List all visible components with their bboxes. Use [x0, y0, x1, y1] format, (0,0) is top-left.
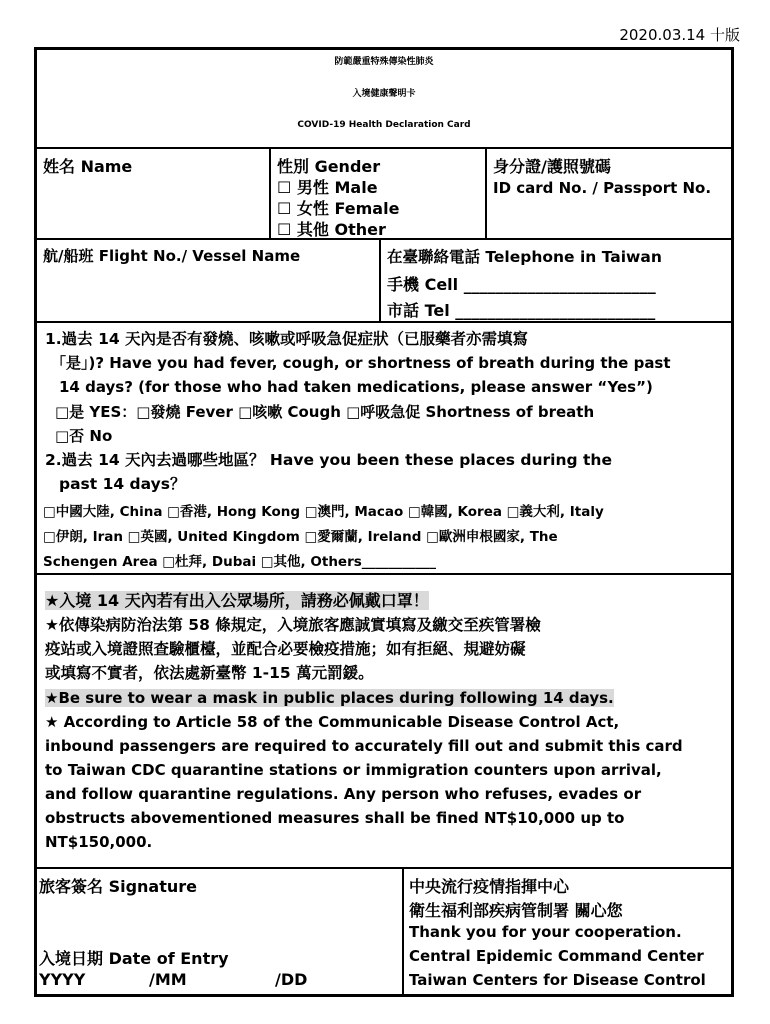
signature-field-label: 旅客簽名 Signature [39, 877, 198, 896]
org-name-zh-1: 中央流行疫情指揮中心 [409, 877, 570, 896]
question-2-places-line1[interactable]: □中國大陸, China □香港, Hong Kong □澳門, Macao □韓國, Korea □義大利, Italy [43, 504, 604, 520]
entry-date-field-label: 入境日期 Date of Entry [39, 949, 229, 968]
question-1-yes-options[interactable]: □是 YES：□發燒 Fever □咳嗽 Cough □呼吸急促 Shortness of breath [55, 403, 595, 421]
question-1-line3: 14 days? (for those who had taken medications, please answer “Yes”) [59, 378, 653, 396]
name-field-label: 姓名 Name [43, 157, 133, 176]
divider [379, 238, 381, 323]
divider [269, 147, 271, 240]
divider [485, 147, 487, 240]
gender-option-male[interactable]: ☐ 男性 Male [277, 178, 378, 197]
mask-notice-zh: ★入境 14 天內若有出入公眾場所，請務必佩戴口罩！ [45, 591, 429, 610]
title-english: COVID-19 Health Declaration Card [297, 120, 471, 130]
law-notice-zh-line3: 或填寫不實者，依法處新臺幣 1-15 萬元罰鍰。 [45, 664, 374, 682]
health-declaration-card [34, 47, 734, 997]
entry-date-mm[interactable]: /MM [149, 970, 187, 989]
law-notice-zh-line1: ★依傳染病防治法第 58 條規定，入境旅客應誠實填寫及繳交至疾管署檢 [45, 616, 541, 634]
title-chinese-line2: 入境健康聲明卡 [352, 89, 416, 99]
question-1-line1: 1.過去 14 天內是否有發燒、咳嗽或呼吸急促症狀（已服藥者亦需填寫 [45, 330, 529, 348]
tel-field[interactable]: 市話 Tel _________________________ [387, 301, 656, 320]
thanks-text: Thank you for your cooperation. [409, 923, 682, 941]
divider [37, 867, 731, 869]
divider [402, 867, 404, 997]
mask-notice-en: ★Be sure to wear a mask in public places during following 14 days. [45, 689, 614, 707]
id-field-label-zh: 身分證/護照號碼 [493, 157, 611, 176]
flight-field-label: 航/船班 Flight No./ Vessel Name [43, 247, 301, 265]
title-chinese-line1: 防範嚴重特殊傳染性肺炎 [334, 57, 434, 67]
org-name-zh-2: 衛生福利部疾病管制署 關心您 [409, 901, 623, 920]
divider [37, 147, 731, 149]
cell-field[interactable]: 手機 Cell ________________________ [387, 275, 656, 294]
org-name-en-2: Taiwan Centers for Disease Control [409, 971, 706, 989]
version-label: 2020.03.14 十版 [619, 26, 740, 44]
telephone-field-label: 在臺聯絡電話 Telephone in Taiwan [387, 248, 662, 266]
divider [37, 321, 731, 323]
law-notice-en-line2: inbound passengers are required to accurately fill out and submit this card [45, 737, 683, 755]
question-2-line1: 2.過去 14 天內去過哪些地區？ Have you been these places during the [45, 451, 612, 469]
entry-date-dd[interactable]: /DD [275, 970, 308, 989]
entry-date-yyyy[interactable]: YYYY [39, 970, 86, 989]
law-notice-zh-line2: 疫站或入境證照查驗櫃檯，並配合必要檢疫措施；如有拒絕、規避妨礙 [45, 640, 526, 658]
question-1-line2: 「是」)? Have you had fever, cough, or shortness of breath during the past [51, 354, 671, 372]
divider [37, 573, 731, 575]
law-notice-en-line5: obstructs abovementioned measures shall be fined NT$10,000 up to [45, 809, 625, 827]
question-2-places-line3[interactable]: Schengen Area □杜拜, Dubai □其他, Others___________ [43, 554, 437, 570]
law-notice-en-line4: and follow quarantine regulations. Any person who refuses, evades or [45, 785, 642, 803]
law-notice-en-line6: NT$150,000. [45, 833, 153, 851]
question-2-line2: past 14 days？ [59, 475, 186, 493]
question-1-no-option[interactable]: □否 No [55, 427, 113, 445]
law-notice-en-line1: ★ According to Article 58 of the Communicable Disease Control Act, [45, 713, 620, 731]
gender-option-other[interactable]: ☐ 其他 Other [277, 220, 386, 239]
gender-option-female[interactable]: ☐ 女性 Female [277, 199, 400, 218]
question-2-places-line2[interactable]: □伊朗, Iran □英國, United Kingdom □愛爾蘭, Ireland □歐洲申根國家, The [43, 529, 558, 545]
law-notice-en-line3: to Taiwan CDC quarantine stations or immigration counters upon arrival, [45, 761, 662, 779]
id-field-label-en: ID card No. / Passport No. [493, 179, 712, 197]
org-name-en-1: Central Epidemic Command Center [409, 947, 704, 965]
gender-field-label: 性別 Gender [277, 157, 381, 176]
